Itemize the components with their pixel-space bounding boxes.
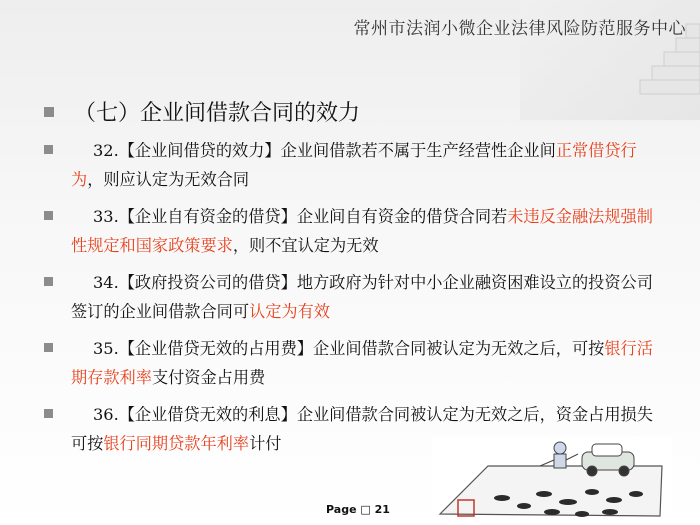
provision-highlight: 认定为有效 — [249, 302, 330, 321]
square-bullet-icon — [44, 343, 53, 352]
provision-tail: 支付资金占用费 — [151, 368, 266, 387]
provision-number: 35. — [93, 339, 119, 358]
provision-highlight: 正常借贷行为 — [71, 141, 637, 189]
page-number: Page □ 21 — [326, 503, 390, 516]
provision-body: 地方政府为针对中小企业融资困难设立的投资公司签订的企业间借款合同可 — [71, 273, 653, 321]
provision-number: 33. — [93, 207, 119, 226]
provision-title: 【政府投资公司的借贷】 — [118, 273, 297, 292]
provision-body: 企业间借款合同被认定为无效之后，可按 — [313, 339, 605, 358]
provision-number: 36. — [93, 405, 119, 424]
road-cartoon-illustration — [432, 436, 672, 525]
square-bullet-icon — [44, 107, 54, 117]
provision-title: 【企业借贷无效的占用费】 — [118, 339, 313, 358]
square-bullet-icon — [44, 409, 53, 418]
list-item — [44, 202, 664, 260]
provision-number: 34. — [93, 273, 119, 292]
provision-highlight: 银行活期存款利率 — [71, 339, 653, 387]
section-heading — [44, 96, 360, 127]
provision-body: 企业间借款合同被认定为无效之后，资金占用损失可按 — [71, 405, 653, 453]
provision-body: 企业间自有资金的借贷合同若 — [296, 207, 508, 226]
provision-title: 【企业自有资金的借贷】 — [118, 207, 297, 226]
list-item — [44, 268, 664, 326]
list-item — [44, 334, 664, 392]
org-header: 常州市法润小微企业法律风险防范服务中心 — [353, 19, 686, 39]
section-title: （七）企业间借款合同的效力 — [74, 101, 361, 126]
provision-text — [71, 202, 656, 260]
provision-title: 【企业间借贷的效力】 — [118, 141, 281, 160]
provision-highlight: 未违反金融法规强制性规定和国家政策要求 — [71, 207, 653, 255]
provision-body: 企业间借款若不属于生产经营性企业间 — [280, 141, 556, 160]
provision-number: 32. — [93, 141, 119, 160]
square-bullet-icon — [44, 211, 53, 220]
provision-text — [71, 136, 656, 194]
provision-title: 【企业借贷无效的利息】 — [118, 405, 297, 424]
provision-tail: ，则应认定为无效合同 — [87, 170, 250, 189]
square-bullet-icon — [44, 277, 53, 286]
list-item — [44, 136, 664, 194]
provision-list — [44, 136, 664, 466]
provision-text — [71, 334, 656, 392]
provision-tail: 计付 — [249, 434, 282, 453]
square-bullet-icon — [44, 145, 53, 154]
provision-highlight: 银行同期贷款年利率 — [103, 434, 250, 453]
provision-tail: ，则不宜认定为无效 — [232, 236, 379, 255]
provision-text — [71, 268, 656, 326]
